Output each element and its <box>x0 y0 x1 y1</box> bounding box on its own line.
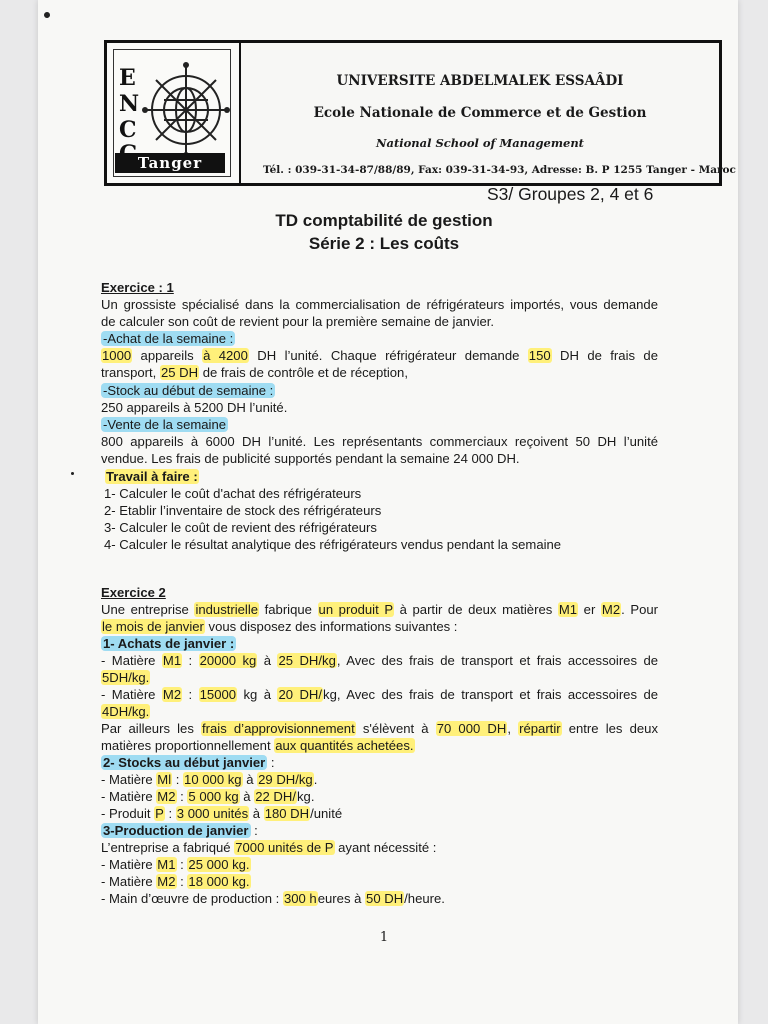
supply-costs-line-2 <box>101 737 415 754</box>
text: L’entreprise a fabriqué <box>101 840 235 855</box>
highlight: 20 DH/ <box>278 687 323 702</box>
letterhead <box>104 40 736 186</box>
highlight: 15000 <box>199 687 237 702</box>
highlight: P <box>155 806 164 821</box>
text: matières proportionnellement <box>101 738 275 753</box>
text: - Produit <box>101 806 155 821</box>
encg-logo <box>107 43 241 183</box>
text: : <box>164 806 176 821</box>
highlight: 4DH/kg. <box>102 704 150 719</box>
section-heading <box>101 416 228 433</box>
ship-wheel-globe-icon <box>141 55 231 165</box>
highlight: Ml <box>157 772 172 787</box>
sales-line-2: vendue. Les frais de publicité supportés pendant la semaine 24 000 DH. <box>101 451 520 466</box>
page-number: 1 <box>379 930 389 945</box>
logo-city: Tanger <box>115 153 225 173</box>
highlight: 180 DH <box>264 806 310 821</box>
school-name: Ecole Nationale de Commerce et de Gestion <box>313 105 647 121</box>
highlight: à 4200 <box>203 348 248 363</box>
highlight: 7000 unités de P <box>235 840 334 855</box>
highlight: M1 <box>157 857 176 872</box>
text: kg, Avec des frais de transport et frais accessoires de <box>323 687 659 702</box>
task-heading-row <box>105 468 199 485</box>
m1-purchase-line-2 <box>101 669 150 686</box>
stock-product-line <box>101 805 342 822</box>
highlight: 70 000 DH <box>436 721 507 736</box>
stocks-january-heading: 2- Stocks au début janvier <box>103 755 266 770</box>
sales-line-1: 800 appareils à 6000 DH l’unité. Les représentants commerciaux reçoivent 50 DH l’unité <box>101 434 658 449</box>
highlight: 300 h <box>283 891 317 906</box>
school-name-english: National School of Management <box>375 136 584 150</box>
text: - Main d’œuvre de production : <box>101 891 283 906</box>
text: : <box>172 772 184 787</box>
logo-letter-c: C <box>119 117 137 143</box>
text: à <box>242 772 258 787</box>
highlight: 3 000 unités <box>176 806 249 821</box>
m2-purchase-line-2 <box>101 703 150 720</box>
purchase-line-1 <box>101 347 658 364</box>
highlight: un produit P <box>318 602 394 617</box>
production-january-heading: 3-Production de janvier <box>103 823 249 838</box>
text: : <box>182 687 199 702</box>
highlight: aux quantités achetées. <box>275 738 414 753</box>
sales-heading: -Vente de la semaine <box>103 417 227 432</box>
stock-line: 250 appareils à 5200 DH l’unité. <box>101 400 288 415</box>
text: DH de frais de <box>551 348 658 363</box>
production-m2-line <box>101 873 251 890</box>
text: . Pour <box>621 602 658 617</box>
highlight: répartir <box>519 721 561 736</box>
text: : <box>267 755 275 770</box>
text: , <box>507 721 519 736</box>
task-item: 3- Calculer le coût de revient des réfrigérateurs <box>104 520 377 535</box>
text: DH l’unité. Chaque réfrigérateur demande <box>248 348 528 363</box>
text: , Avec des frais de transport et frais accessoires de <box>336 653 659 668</box>
task-heading: Travail à faire : <box>106 469 198 484</box>
highlight: 18 000 kg. <box>188 874 250 889</box>
exercise-1-title: Exercice : 1 <box>101 280 174 295</box>
highlight: 5 000 kg <box>188 789 239 804</box>
text: fabrique <box>259 602 318 617</box>
task-item: 4- Calculer le résultat analytique des réfrigérateurs vendus pendant la semaine <box>104 537 562 552</box>
section-heading <box>101 822 258 839</box>
text: - Matière <box>101 789 157 804</box>
text: à <box>257 653 278 668</box>
section-heading <box>101 754 275 771</box>
section-heading <box>101 635 236 652</box>
production-line <box>101 839 436 856</box>
logo-letter-e: E <box>119 65 136 91</box>
text: : <box>176 789 188 804</box>
task-item: 1- Calculer le coût d'achat des réfrigérateurs <box>104 486 362 501</box>
text: - Matière <box>101 772 157 787</box>
highlight: M2 <box>157 789 176 804</box>
text: kg. <box>296 789 315 804</box>
text: s'élèvent à <box>355 721 436 736</box>
exercise-1-intro-line-2: de calculer son coût de revient pour la première semaine de janvier. <box>101 314 495 329</box>
university-name: UNIVERSITE ABDELMALEK ESSAÂDI <box>336 73 624 89</box>
highlight: 25 DH <box>160 365 199 380</box>
text: transport, <box>101 365 160 380</box>
text: : <box>182 653 199 668</box>
text: à <box>239 789 255 804</box>
highlight: 50 DH <box>366 891 404 906</box>
highlight: 5DH/kg. <box>102 670 150 685</box>
text: kg à <box>237 687 278 702</box>
highlight: M2 <box>157 874 176 889</box>
page-title: TD comptabilité de gestion <box>275 211 493 230</box>
logo-letter-n: N <box>119 91 140 117</box>
letterhead-text <box>241 43 736 183</box>
text: vous disposez des informations suivantes : <box>204 619 458 634</box>
text: entre les deux <box>561 721 658 736</box>
highlight: 10 000 kg <box>184 772 242 787</box>
section-heading <box>101 330 235 347</box>
text: : <box>176 857 188 872</box>
text: - Matière <box>101 687 162 702</box>
text: : <box>176 874 188 889</box>
text: à partir de deux matières <box>394 602 558 617</box>
purchase-line-2 <box>101 364 408 381</box>
highlight: le mois de janvier <box>102 619 204 634</box>
purchases-january-heading: 1- Achats de janvier : <box>103 636 235 651</box>
text: Par ailleurs les <box>101 721 202 736</box>
highlight: 1000 <box>102 348 132 363</box>
highlight: 29 DH/kg <box>258 772 313 787</box>
task-item: 2- Etablir l’inventaire de stock des réfrigérateurs <box>104 503 382 518</box>
purchase-heading: -Achat de la semaine : <box>103 331 234 346</box>
stock-m2-line <box>101 788 314 805</box>
text: er <box>578 602 601 617</box>
stock-m1-line <box>101 771 317 788</box>
exercise-2-title: Exercice 2 <box>101 585 166 600</box>
highlight: 20000 kg <box>199 653 257 668</box>
exercise-2-intro-line-2 <box>101 618 457 635</box>
highlight: 25 000 kg. <box>188 857 250 872</box>
production-m1-line <box>101 856 251 873</box>
text: appareils <box>132 348 203 363</box>
text: . <box>313 772 318 787</box>
text: - Matière <box>101 857 157 872</box>
highlight: 150 <box>528 348 551 363</box>
highlight: frais d’approvisionnement <box>202 721 355 736</box>
groups-label: S3/ Groupes 2, 4 et 6 <box>487 184 654 204</box>
m1-purchase-line-1 <box>101 652 658 669</box>
text: - Matière <box>101 874 157 889</box>
page-subtitle: Série 2 : Les coûts <box>308 234 460 253</box>
highlight: 22 DH/ <box>255 789 296 804</box>
contact-info: Tél. : 039-31-34-87/88/89, Fax: 039-31-34-93, Adresse: B. P 1255 Tanger - Maroc <box>263 164 736 176</box>
exercise-1-intro-line-1: Un grossiste spécialisé dans la commercialisation de réfrigérateurs importés, vous demande <box>101 297 658 312</box>
text: : <box>250 823 258 838</box>
highlight: M2 <box>162 687 182 702</box>
highlight: M2 <box>601 602 621 617</box>
text: - Matière <box>101 653 162 668</box>
highlight: M1 <box>558 602 578 617</box>
stock-heading: -Stock au début de semaine : <box>103 383 274 398</box>
text: /heure. <box>404 891 445 906</box>
highlight: M1 <box>162 653 182 668</box>
section-heading <box>101 382 275 399</box>
supply-costs-line-1 <box>101 720 658 737</box>
highlight: industrielle <box>195 602 259 617</box>
text: de frais de contrôle et de réception, <box>199 365 408 380</box>
text: à <box>249 806 264 821</box>
text: Une entreprise <box>101 602 195 617</box>
exercise-2-intro-line-1 <box>101 601 658 618</box>
m2-purchase-line-1 <box>101 686 658 703</box>
text: /unité <box>310 806 343 821</box>
labor-line <box>101 890 445 907</box>
text: eures à <box>317 891 366 906</box>
ink-dot <box>71 472 74 475</box>
highlight: 25 DH/kg <box>278 653 336 668</box>
text: ayant nécessité : <box>334 840 437 855</box>
